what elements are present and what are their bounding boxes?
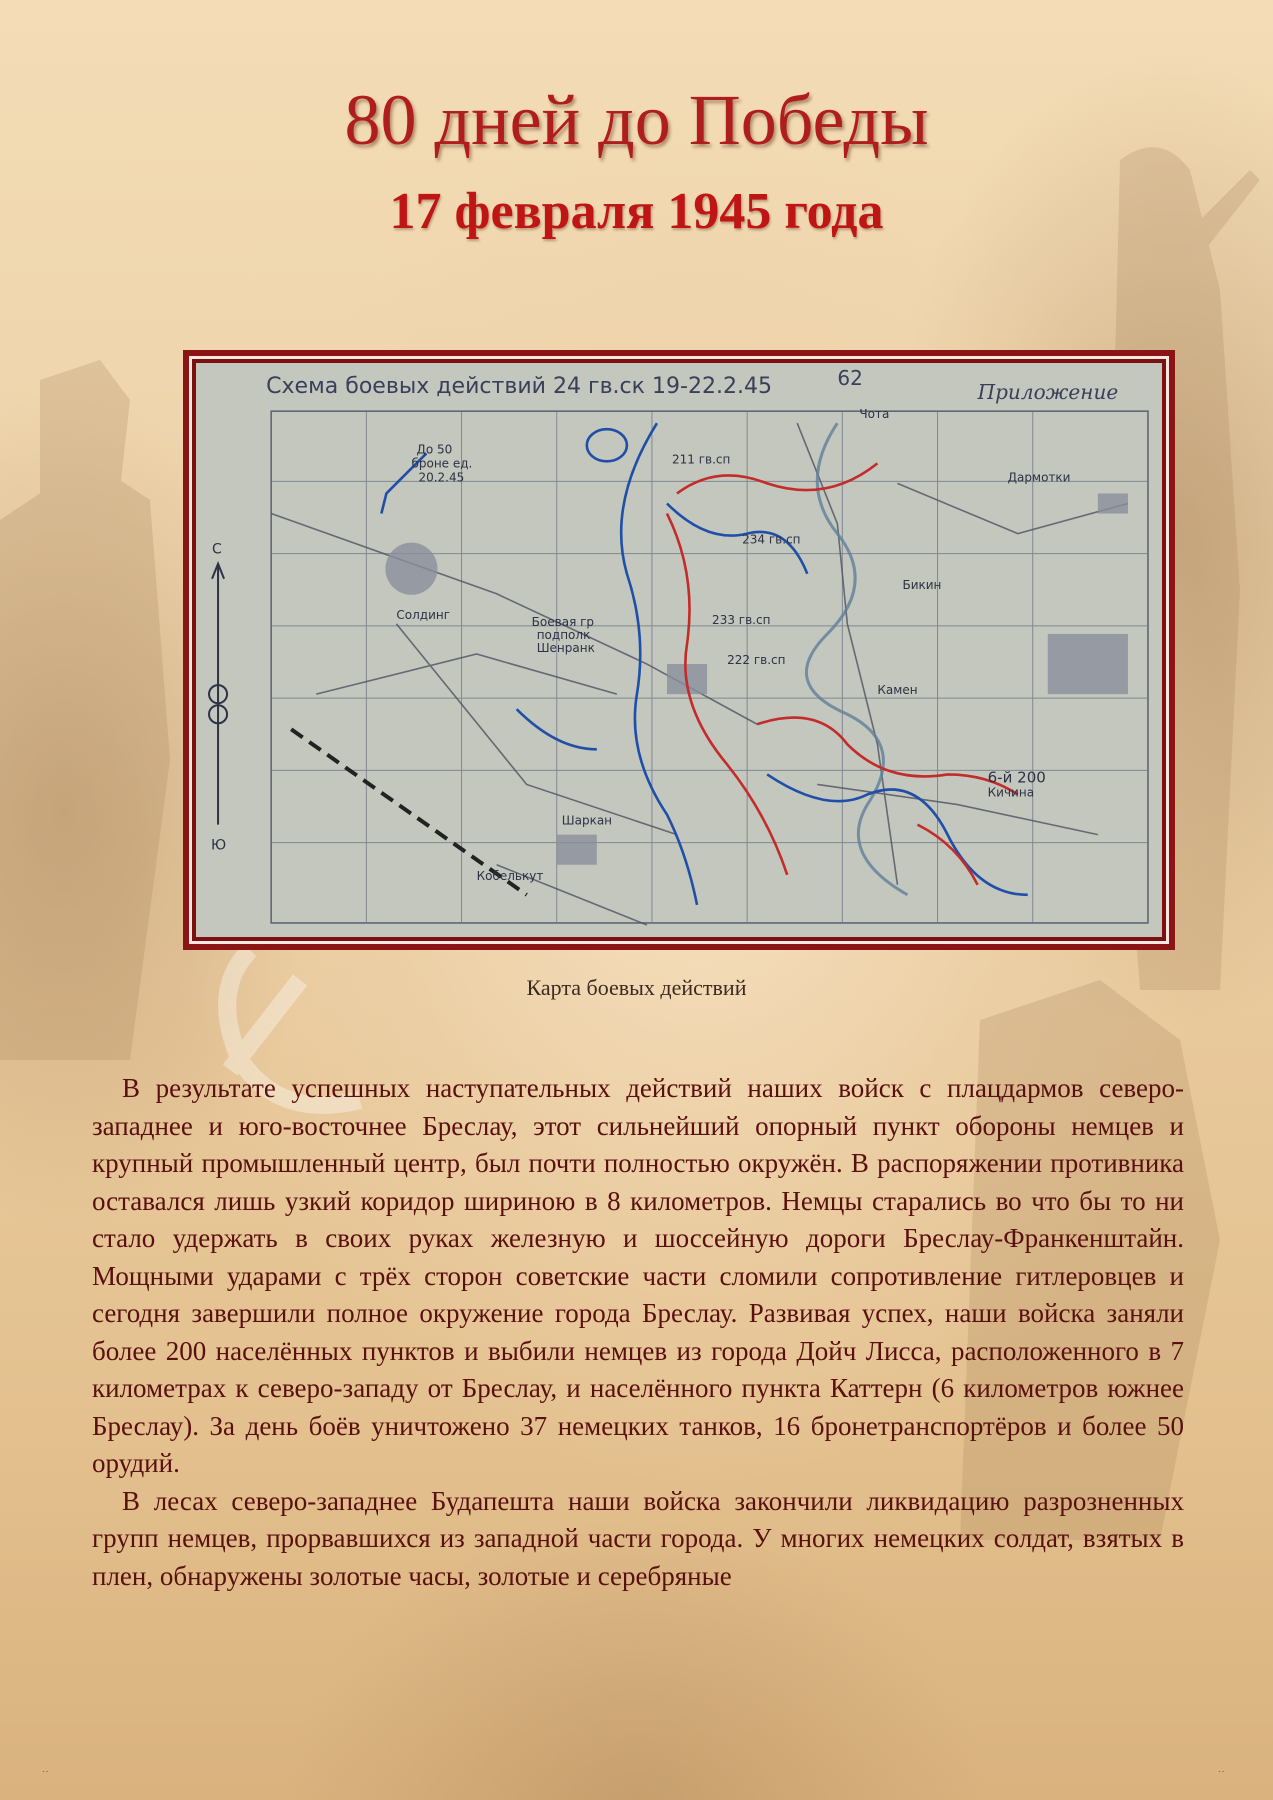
map-label-chota: Чота (859, 407, 890, 422)
map-compass-north: С (212, 541, 222, 558)
corner-mark-left: ˙˙ (42, 1770, 49, 1781)
map-label-kobelkut: Кобелькут (476, 868, 544, 883)
page-date: 17 февраля 1945 года (389, 183, 884, 240)
map-label-div3: 222 гв.сп (727, 653, 786, 668)
map-label-sharkan: Шаркан (561, 813, 613, 828)
map-page-number: 62 (837, 366, 863, 391)
page-title: 80 дней до Победы (344, 80, 929, 160)
corner-mark-right: ˙˙ (1218, 1770, 1225, 1781)
map-label-date1: 20.2.45 (418, 470, 465, 485)
map-label-brone: броне ед. (411, 456, 473, 471)
map-label-podpolk: подполк (536, 627, 591, 642)
map-label-div1: 211 гв.сп (671, 452, 731, 467)
map-label-boevaya-gr: Боевая гр (531, 614, 595, 629)
article-paragraph: В лесах северо-западнее Будапешта наши войска закончили ликвидацию разрозненных групп немцев, прорвавшихся из западной части города. У многих немецких солдат, взятых в плен, обнаружены золотые часы, золотые и серебряные (92, 1485, 1184, 1591)
map-label-div4: 234 гв.сп (742, 532, 801, 547)
map-label-darmotki: Дармотки (1007, 470, 1071, 485)
map-label-div2: 233 гв.сп (712, 612, 771, 627)
article-body (92, 1070, 1184, 1595)
map-title: Схема боевых действий 24 гв.ск 19-22.2.45 (266, 374, 773, 400)
map-label-do50: До 50 (416, 442, 453, 457)
map-compass-south: Ю (211, 837, 227, 854)
map-label-bikin: Бикин (902, 577, 942, 592)
map-label-solding: Солдинг (396, 607, 451, 622)
map-label-shenrank: Шенранк (536, 640, 595, 656)
battle-map (196, 363, 1162, 937)
map-frame (183, 350, 1175, 950)
figure-caption: Карта боевых действий (526, 975, 747, 1000)
map-label-kamen: Камен (877, 683, 918, 698)
article-paragraph: В результате успешных наступательных действий наших войск с плацдармов северо-западнее и юго-восточнее Бреслау, этот сильнейший опорный пункт обороны немцев и крупный промышленный центр, был почти полностью окружён. В распоряжении противника оставался лишь узкий коридор шириною в 8 километров. Немцы старались во что бы то ни стало удержать в своих руках железную и шоссейную дороги Бреслау-Франкенштайн. Мощными ударами с трёх сторон советские части сломили сопротивление гитлеровцев и сегодня завершили полное окружение города Бреслау. Развивая успех, наши войска заняли более 200 населённых пунктов и выбили немцев из города Дойч Лисса, расположенного в 7 километрах к северо-западу от Бреслау, и населённого пункта Каттерн (6 километров южнее Бреслау). За день боёв уничтожено 37 немецких танков, 16 бронетранспортёров и более 50 орудий. (92, 1073, 1184, 1478)
map-appendix: Приложение (977, 380, 1119, 405)
map-frame-border (189, 356, 1169, 944)
map-label-div5: 6-й 200 (987, 768, 1046, 787)
map-label-kichina: Кичина (987, 785, 1035, 800)
